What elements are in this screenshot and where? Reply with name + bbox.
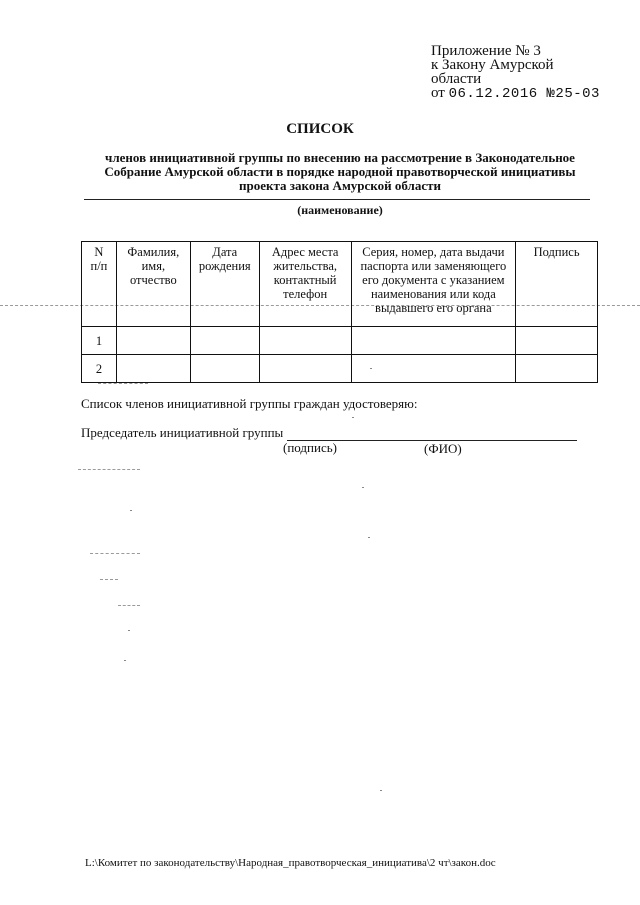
document-subtitle [90,151,590,193]
appendix-header [431,44,601,101]
subtitle-line-1: членов инициативной группы по внесению на рассмотрение в Законодательное [105,150,575,165]
scan-noise [362,487,364,488]
cell-birthdate[interactable] [190,327,259,355]
table-header-row [82,242,598,327]
appendix-line-1: Приложение № 3 [431,43,541,59]
cell-fullname[interactable] [116,355,190,383]
appendix-line-2: к Закону Амурской [431,57,554,73]
scan-noise [78,469,140,470]
scan-noise [130,510,132,511]
header-fullname: Фамилия, имя, отчество [116,242,190,327]
appendix-date-line [431,86,601,101]
scan-noise [368,537,370,538]
signature-caption: (подпись) [283,440,337,455]
scan-noise [352,417,354,418]
subtitle-line-2: Собрание Амурской области в порядке народной правотворческой инициативы [104,164,576,179]
header-address: Адрес места жительства, контактный телефон [259,242,351,327]
document-title: СПИСОК [286,121,354,137]
name-caption: (наименование) [297,203,383,217]
table-row [82,355,598,383]
scan-noise [124,660,126,661]
date-prefix: от [431,85,445,101]
scan-noise [98,383,148,384]
cell-fullname[interactable] [116,327,190,355]
file-path: L:\Комитет по законодательству\Народная_правотворческая_инициатива\2 чт\закон.doc [85,857,496,869]
scan-noise [380,790,382,791]
row-number: 1 [82,327,117,355]
cell-signature[interactable] [516,355,598,383]
cell-address[interactable] [259,355,351,383]
header-birthdate: Дата рождения [190,242,259,327]
members-table [81,241,598,383]
name-line [84,199,590,200]
scan-noise [90,553,140,554]
fio-caption: (ФИО) [424,441,462,456]
cell-passport[interactable] [351,327,516,355]
scan-noise [128,630,130,631]
scan-noise [100,579,118,580]
cell-passport[interactable] [351,355,516,383]
header-passport: Серия, номер, дата выдачи паспорта или заменяющего его документа с указанием наименования или кода выдавшего его органа [351,242,516,327]
cell-signature[interactable] [516,327,598,355]
date-number: 06.12.2016 №25-03 [448,86,600,102]
cell-birthdate[interactable] [190,355,259,383]
subtitle-line-3: проекта закона Амурской области [239,178,441,193]
appendix-line-3: области [431,71,482,87]
certify-text: Список членов инициативной группы граждан удостоверяю: [81,396,418,411]
row-number: 2 [82,355,117,383]
cell-address[interactable] [259,327,351,355]
table-row [82,327,598,355]
scan-noise [118,605,140,606]
header-signature: Подпись [516,242,598,327]
scan-noise [370,368,372,369]
header-number: N п/п [82,242,117,327]
chair-label: Председатель инициативной группы [81,425,284,440]
